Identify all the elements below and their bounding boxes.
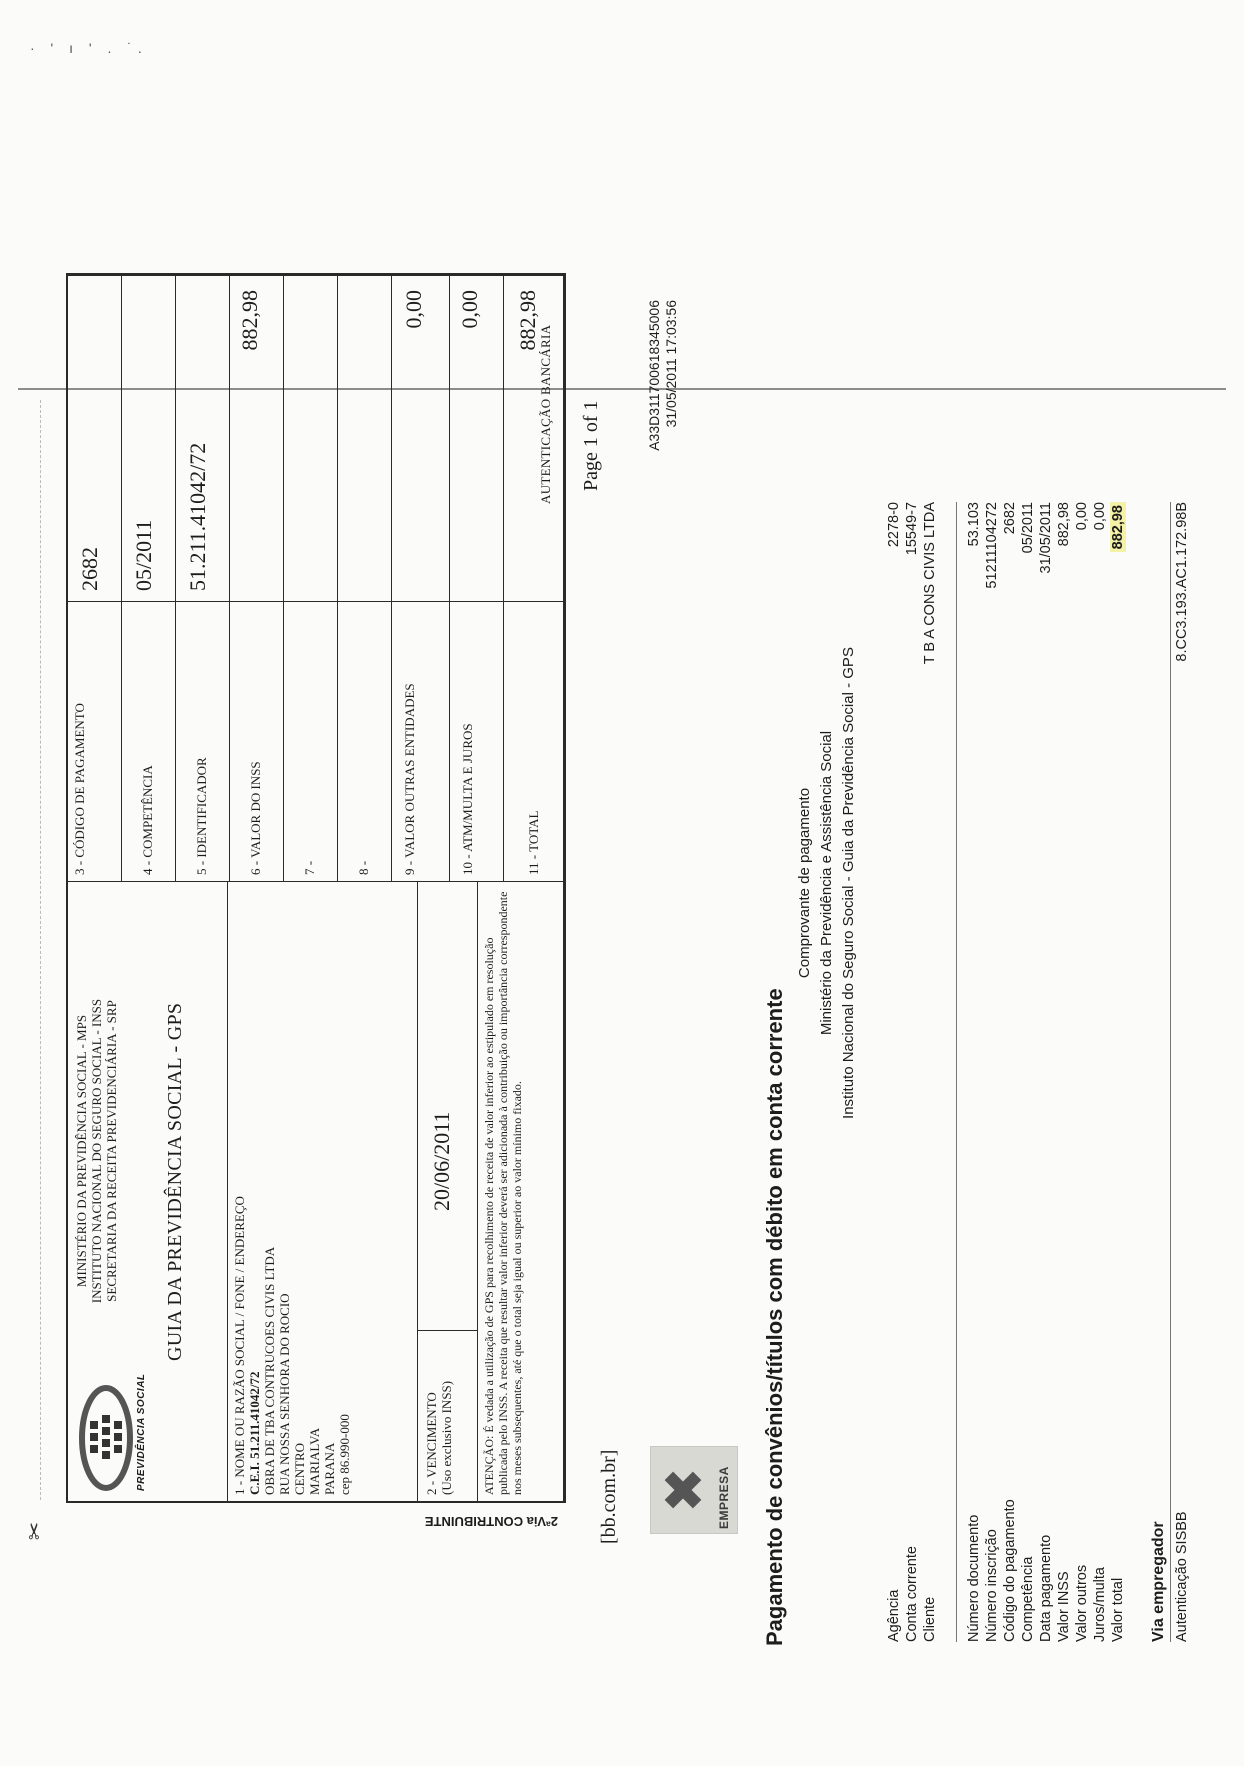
detail-value-total bbox=[1110, 502, 1126, 552]
field-1-name-address bbox=[228, 881, 418, 1501]
field-11-label: 11 - TOTAL bbox=[504, 601, 564, 881]
detail-label: Valor outros bbox=[1074, 1564, 1090, 1642]
address-line: MARIALVA bbox=[307, 1427, 322, 1495]
detail-value: 51211104272 bbox=[984, 502, 1000, 589]
field-2-label-line: 2 - VENCIMENTO bbox=[424, 1392, 439, 1495]
conta-label: Conta corrente bbox=[904, 1546, 920, 1642]
ministry-line: MINISTÉRIO DA PREVIDÊNCIA SOCIAL - MPS bbox=[74, 1014, 89, 1288]
detail-label: Código do pagamento bbox=[1002, 1499, 1018, 1642]
detail-value: 05/2011 bbox=[1020, 502, 1036, 554]
details-block bbox=[966, 502, 1146, 1642]
field-3-value: 2682 bbox=[68, 275, 122, 601]
cliente-label: Cliente bbox=[922, 1596, 938, 1642]
field-4-label: 4 - COMPETÊNCIA bbox=[122, 601, 176, 881]
receipt-institute: Instituto Nacional do Seguro Social - Guia da Previdência Social - GPS bbox=[840, 647, 857, 1119]
field-4-value: 05/2011 bbox=[122, 275, 176, 601]
field-10-label: 10 - ATM/MULTA E JUROS bbox=[450, 601, 504, 881]
banco-do-brasil-logo-icon bbox=[650, 1446, 738, 1534]
agencia-label: Agência bbox=[886, 1589, 902, 1642]
detail-value: 2682 bbox=[1002, 502, 1018, 535]
detail-value: 0,00 bbox=[1074, 502, 1090, 531]
field-6-label: 6 - VALOR DO INSS bbox=[230, 601, 284, 881]
address-line: CENTRO bbox=[292, 1443, 307, 1495]
side-copy-text: 2ªVia CONTRIBUINTE bbox=[424, 1514, 558, 1529]
gps-header bbox=[68, 881, 228, 1501]
scan-specks: · ' ı ' . ˙. bbox=[30, 40, 148, 56]
auth-value: 8.CC3.193.AC1.172.98B bbox=[1174, 502, 1190, 662]
receipt-title: Pagamento de convênios/títulos com débito em conta corrente bbox=[762, 988, 787, 1646]
detail-label: Data pagamento bbox=[1038, 1534, 1054, 1642]
detail-value: 882,98 bbox=[1056, 502, 1072, 547]
field-3-label: 3 - CÓDIGO DE PAGAMENTO bbox=[68, 601, 122, 881]
ministry-header bbox=[74, 941, 119, 1361]
ministry-line: SECRETARIA DA RECEITA PREVIDENCIÁRIA - SRP bbox=[104, 1000, 119, 1302]
divider bbox=[1170, 502, 1171, 1642]
logo-caption: EMPRESA bbox=[717, 1466, 731, 1529]
conta-value: 15549-7 bbox=[904, 502, 920, 556]
receipt-code: A33D311700618345006 bbox=[646, 300, 662, 451]
field-9-value: 0,00 bbox=[392, 275, 450, 601]
detail-label: Juros/multa bbox=[1092, 1567, 1108, 1642]
address-line: cep 86.990-000 bbox=[337, 1414, 352, 1495]
logo-text: PREVIDÊNCIA SOCIAL bbox=[136, 1373, 147, 1491]
field-2-label bbox=[424, 1335, 454, 1495]
detail-value: 31/05/2011 bbox=[1038, 502, 1054, 574]
source-link[interactable]: [bb.com.br] bbox=[598, 1449, 620, 1544]
auth-label: Autenticação SISBB bbox=[1174, 1511, 1190, 1642]
field-1-lines bbox=[247, 888, 352, 1495]
total-highlight: 882,98 bbox=[1110, 502, 1126, 552]
field-2-due-date bbox=[418, 881, 478, 1501]
agencia-value: 2278-0 bbox=[886, 502, 902, 548]
cliente-value: T B A CONS CIVIS LTDA bbox=[922, 502, 938, 665]
detail-label: Número inscrição bbox=[984, 1529, 1000, 1642]
side-copy-label bbox=[378, 1489, 568, 1529]
detail-label: Valor INSS bbox=[1056, 1571, 1072, 1642]
via-label: Via empregador bbox=[1150, 1521, 1167, 1642]
receipt-ids bbox=[646, 300, 680, 630]
field-7-value bbox=[284, 275, 338, 601]
detail-label: Número documento bbox=[966, 1514, 982, 1642]
field-1-label: 1 - NOME OU RAZÃO SOCIAL / FONE / ENDEREÇO bbox=[232, 1196, 247, 1495]
field-8-label: 8 - bbox=[338, 601, 392, 881]
detail-value: 53.103 bbox=[966, 502, 982, 547]
receipt-ministry: Ministério da Previdência e Assistência Social bbox=[818, 730, 835, 1036]
receipt-timestamp: 31/05/2011 17:03:56 bbox=[663, 300, 679, 428]
address-line: OBRA DE TBA CONTRUCOES CIVIS LTDA bbox=[262, 1246, 277, 1495]
bank-auth-label: AUTENTICAÇÃO BANCÁRIA bbox=[538, 324, 553, 504]
address-line: PARANA bbox=[322, 1442, 337, 1495]
field-5-value: 51.211.41042/72 bbox=[176, 275, 230, 601]
previdencia-logo-icon bbox=[76, 1383, 136, 1493]
warning-text: ATENÇÃO: É vedada a utilização de GPS para recolhimento de receita de valor inferior ao estipulado em resolução publicada pelo INSS. A receita que resultar valor inferior deverá ser adicionada à contribuição ou importância correspondente nos meses subsequentes, até que o total seja igual ou superior ao valor mínimo fixado. bbox=[478, 881, 564, 1501]
field-2-value: 20/06/2011 bbox=[429, 1111, 454, 1211]
field-11-value: 882,98 bbox=[504, 275, 564, 601]
receipt-subtitle: Comprovante de pagamento bbox=[796, 787, 813, 979]
detail-label: Competência bbox=[1020, 1556, 1036, 1642]
account-block bbox=[886, 502, 946, 1642]
ministry-line: INSTITUTO NACIONAL DO SEGURO SOCIAL - INSS bbox=[89, 998, 104, 1304]
address-line: RUA NOSSA SENHORA DO ROCIO bbox=[277, 1293, 292, 1495]
detail-label: Valor total bbox=[1110, 1577, 1126, 1642]
field-2-label-line: (Uso exclusivo INSS) bbox=[439, 1380, 454, 1495]
field-6-value: 882,98 bbox=[230, 275, 284, 601]
field-9-label: 9 - VALOR OUTRAS ENTIDADES bbox=[392, 601, 450, 881]
detail-value: 0,00 bbox=[1092, 502, 1108, 531]
page-number: Page 1 of 1 bbox=[580, 400, 602, 491]
gps-title: GUIA DA PREVIDÊNCIA SOCIAL - GPS bbox=[164, 1002, 186, 1361]
field-7-label: 7 - bbox=[284, 601, 338, 881]
divider bbox=[956, 502, 957, 1642]
field-5-label: 5 - IDENTIFICADOR bbox=[176, 601, 230, 881]
field-10-value: 0,00 bbox=[450, 275, 504, 601]
scissors-icon: ✂ bbox=[22, 1521, 48, 1541]
address-line: C.E.I. 51.211.41042/72 bbox=[247, 1371, 262, 1495]
field-8-value bbox=[338, 275, 392, 601]
gps-form bbox=[66, 273, 566, 1529]
